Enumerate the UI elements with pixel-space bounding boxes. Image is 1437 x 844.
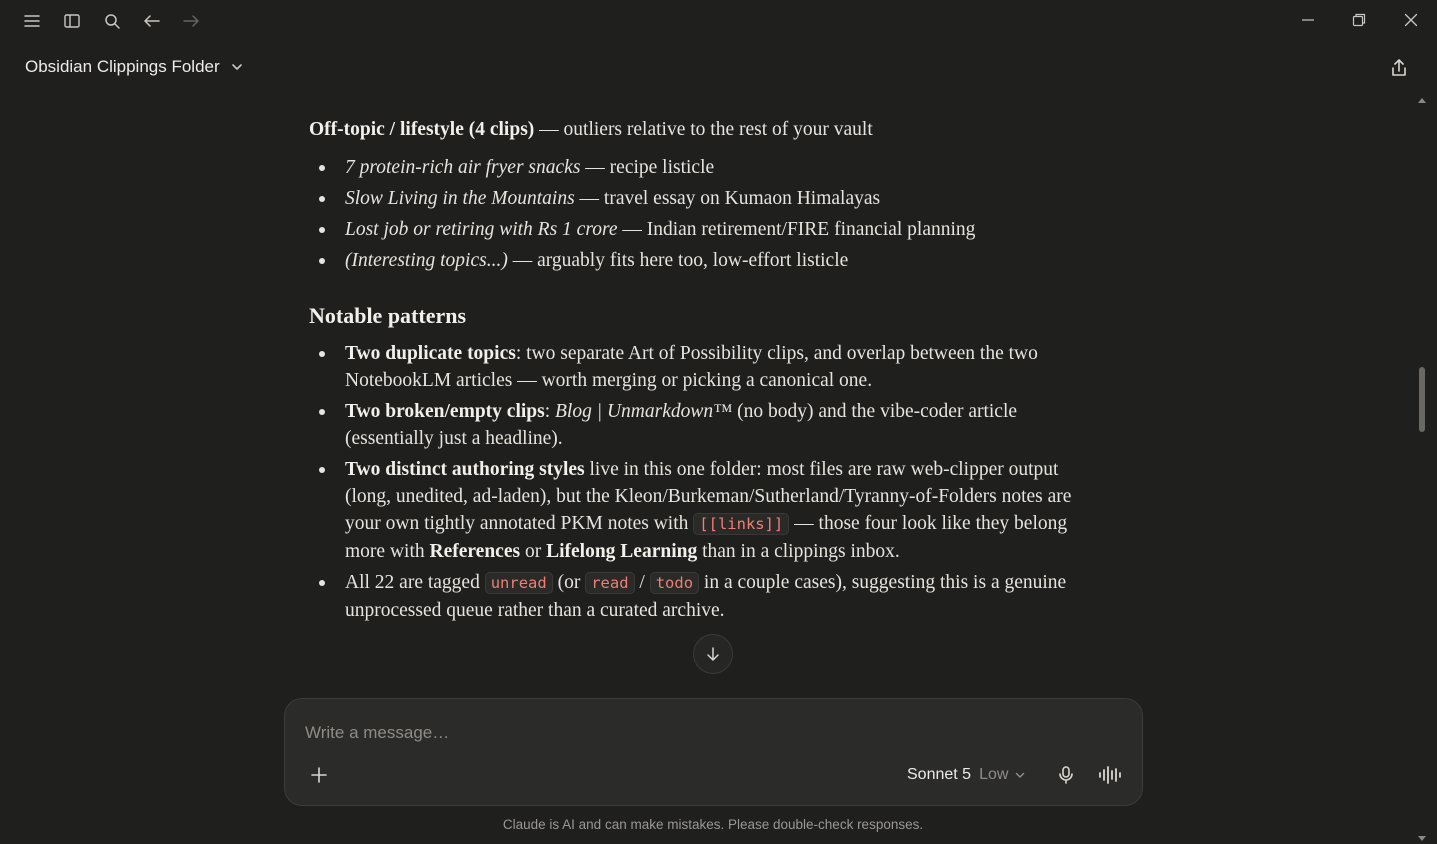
chevron-down-icon bbox=[230, 60, 244, 74]
model-name: Sonnet 5 bbox=[907, 766, 972, 783]
list-item: Two distinct authoring styles live in this one folder: most files are raw web-clipper output (long, unedited, ad-laden), but the Kleon/Burkeman/Sutherland/Tyranny-of-Folders notes are your own tightly annotated PKM notes with [[links]] — those four look like they belong more with References or Lifelong Learning than in a clippings inbox. bbox=[309, 456, 1109, 565]
scroll-to-bottom-button[interactable] bbox=[693, 634, 733, 674]
message-composer bbox=[284, 698, 1143, 806]
list-item: All 22 are tagged unread (or read / todo in a couple cases), suggesting this is a genuine unprocessed queue rather than a curated archive. bbox=[309, 569, 1109, 624]
inline-code: unread bbox=[485, 572, 553, 594]
search-icon[interactable] bbox=[100, 9, 124, 33]
scroll-down-arrow-icon[interactable] bbox=[1418, 836, 1426, 841]
microphone-icon[interactable] bbox=[1053, 762, 1079, 788]
scrollbar-thumb[interactable] bbox=[1419, 367, 1425, 432]
list-item: Two duplicate topics: two separate Art of Possibility clips, and overlap between the two NotebookLM articles — worth merging or picking a canonical one. bbox=[309, 340, 1109, 394]
inline-code: [[links]] bbox=[693, 513, 789, 535]
disclaimer-text: Claude is AI and can make mistakes. Please double-check responses. bbox=[502, 817, 924, 832]
section-heading-notable-patterns: Notable patterns bbox=[309, 303, 467, 328]
restore-icon[interactable] bbox=[1344, 6, 1374, 34]
voice-mode-icon[interactable] bbox=[1096, 762, 1124, 788]
inline-code: read bbox=[585, 572, 634, 594]
effort-level: Low bbox=[979, 766, 1009, 783]
assistant-message bbox=[309, 116, 1109, 646]
share-icon[interactable] bbox=[1386, 55, 1412, 81]
list-item: (Interesting topics...) — arguably fits here too, low-effort listicle bbox=[309, 247, 1109, 274]
off-topic-list bbox=[309, 154, 1109, 274]
plus-icon bbox=[310, 766, 328, 784]
project-title-dropdown[interactable] bbox=[25, 57, 244, 77]
chevron-down-icon bbox=[1014, 769, 1026, 781]
add-attachment-button[interactable] bbox=[307, 763, 331, 787]
notable-patterns-list bbox=[309, 340, 1109, 624]
arrow-down-icon bbox=[705, 646, 721, 662]
project-title: Obsidian Clippings Folder bbox=[25, 57, 220, 76]
list-item: Two broken/empty clips: Blog | Unmarkdown™ (no body) and the vibe-coder article (essentially just a headline). bbox=[309, 398, 1109, 452]
list-item: 7 protein-rich air fryer snacks — recipe listicle bbox=[309, 154, 1109, 181]
list-item: Slow Living in the Mountains — travel essay on Kumaon Himalayas bbox=[309, 185, 1109, 212]
scrollbar[interactable] bbox=[1414, 96, 1430, 844]
model-selector[interactable] bbox=[907, 763, 1026, 787]
section-heading-off-topic: Off-topic / lifestyle (4 clips) — outliers relative to the rest of your vault bbox=[309, 119, 873, 140]
inline-code: todo bbox=[650, 572, 699, 594]
scroll-up-arrow-icon[interactable] bbox=[1418, 98, 1426, 103]
back-arrow-icon[interactable] bbox=[140, 9, 164, 33]
sidebar-toggle-icon[interactable] bbox=[60, 9, 84, 33]
message-input[interactable] bbox=[305, 719, 1105, 747]
list-item: Lost job or retiring with Rs 1 crore — Indian retirement/FIRE financial planning bbox=[309, 216, 1109, 243]
menu-icon[interactable] bbox=[20, 9, 44, 33]
title-bar bbox=[0, 0, 1437, 42]
conversation-header bbox=[0, 50, 1437, 86]
minimize-icon[interactable] bbox=[1293, 6, 1323, 34]
close-icon[interactable] bbox=[1396, 6, 1426, 34]
forward-arrow-icon[interactable] bbox=[179, 9, 203, 33]
